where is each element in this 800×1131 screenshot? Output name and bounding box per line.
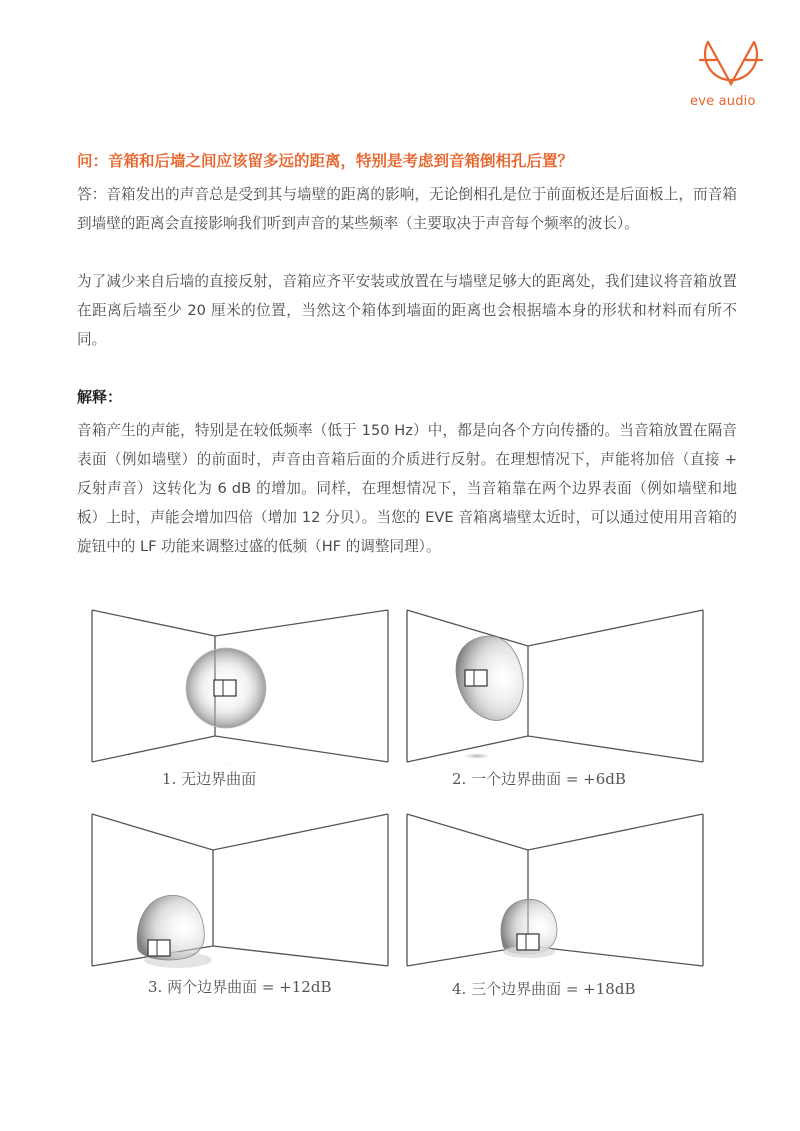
question-heading: 问：音箱和后墙之间应该留多远的距离，特别是考虑到音箱倒相孔后置？ (77, 152, 574, 170)
figure-2-caption: 2. 一个边界曲面 = +6dB (452, 770, 626, 788)
brand-name: eve audio (690, 94, 756, 109)
figure-one-boundary (405, 608, 705, 764)
explanation-heading: 解释： (77, 388, 123, 406)
explanation-paragraph: 音箱产生的声能，特别是在较低频率（低于 150 Hz）中，都是向各个方向传播的。当音箱放置在隔音表面（例如墙壁）的前面时，声音由音箱后面的介质进行反射。在理想情况下，声能将加倍（直接 + 反射声音）这转化为 6 dB 的增加。同样，在理想情况下，当音箱靠在两个边界表面（例如墙壁和地板）上时，声能会增加四倍（增加 12 分贝）。当您的 EVE 音箱离墙壁太近时，可以通过使用用音箱的旋钮中的 LF 功能来调整过盛的低频（HF 的调整同理）。 (77, 422, 737, 555)
figure-4-caption: 4. 三个边界曲面 = +18dB (452, 980, 636, 998)
figure-three-boundaries (405, 812, 705, 968)
eve-audio-logo (690, 36, 766, 116)
answer-paragraph-2: 为了减少来自后墙的直接反射，音箱应齐平安装或放置在与墙壁足够大的距离处，我们建议将音箱放置在距离后墙至少 20 厘米的位置，当然这个箱体到墙面的距离也会根据墙本身的形状和材料而有所不同。 (77, 273, 737, 348)
answer-paragraph-1: 答：音箱发出的声音总是受到其与墙壁的距离的影响，无论倒相孔是位于前面板还是后面板上，而音箱到墙壁的距离会直接影响我们听到声音的某些频率（主要取决于声音每个频率的波长）。 (77, 186, 737, 232)
figure-two-boundaries (90, 812, 390, 968)
figure-1-caption: 1. 无边界曲面 (162, 770, 257, 788)
eve-logo-icon (696, 36, 766, 94)
figure-3-caption: 3. 两个边界曲面 = +12dB (148, 978, 332, 996)
figure-no-boundary (90, 608, 390, 764)
